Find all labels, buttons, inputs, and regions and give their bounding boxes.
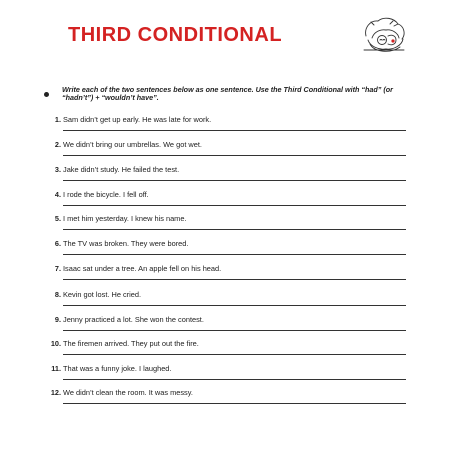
exercise-item	[44, 364, 406, 388]
answer-line[interactable]	[63, 130, 406, 131]
item-number: 1.	[54, 115, 61, 124]
exercise-item	[44, 388, 406, 412]
item-sentence: We didn’t bring our umbrellas. We got wet.	[63, 140, 202, 149]
item-sentence: Jake didn’t study. He failed the test.	[63, 165, 180, 174]
item-sentence: Sam didn’t get up early. He was late for work.	[63, 115, 212, 124]
exercise-item	[44, 239, 406, 263]
exercise-item	[44, 140, 406, 164]
exercise-item	[44, 339, 406, 363]
item-number: 4.	[54, 190, 61, 199]
item-number: 6.	[54, 239, 61, 248]
item-number: 2.	[54, 140, 61, 149]
item-number: 3.	[54, 165, 61, 174]
exercise-item	[44, 115, 406, 139]
answer-line[interactable]	[63, 379, 406, 380]
item-number: 7.	[54, 264, 61, 273]
item-number: 5.	[54, 214, 61, 223]
exercise-item	[44, 165, 406, 189]
answer-line[interactable]	[63, 354, 406, 355]
item-number: 9.	[54, 315, 61, 324]
answer-line[interactable]	[63, 205, 406, 206]
answer-line[interactable]	[63, 254, 406, 255]
exercise-item	[44, 290, 406, 314]
exercise-item	[44, 315, 406, 339]
exercise-item	[44, 264, 406, 288]
item-sentence: Kevin got lost. He cried.	[63, 290, 142, 299]
page-title: THIRD CONDITIONAL	[68, 24, 283, 46]
item-sentence: We didn’t clean the room. It was messy.	[63, 388, 193, 397]
instructions-text: Write each of the two sentences below as one sentence. Use the Third Conditional with “had” (or “hadn’t”) + “wouldn’t have”.	[62, 85, 393, 103]
answer-line[interactable]	[63, 229, 406, 230]
item-number: 12.	[50, 388, 61, 397]
item-sentence: Isaac sat under a tree. An apple fell on his head.	[63, 264, 222, 273]
item-sentence: I rode the bicycle. I fell off.	[63, 190, 149, 199]
item-number: 11.	[51, 364, 61, 373]
exercise-item	[44, 214, 406, 238]
item-number: 8.	[54, 290, 61, 299]
answer-line[interactable]	[63, 155, 406, 156]
bullet-dot	[44, 92, 49, 97]
item-sentence: The firemen arrived. They put out the fire.	[63, 339, 199, 348]
answer-line[interactable]	[63, 403, 406, 404]
item-number: 10.	[50, 339, 61, 348]
item-sentence: The TV was broken. They were bored.	[63, 239, 189, 248]
answer-line[interactable]	[63, 330, 406, 331]
exercise-item	[44, 190, 406, 214]
answer-line[interactable]	[63, 180, 406, 181]
item-sentence: That was a funny joke. I laughed.	[63, 364, 172, 373]
answer-line[interactable]	[63, 279, 406, 280]
sleeping-person-icon	[360, 14, 408, 56]
answer-line[interactable]	[63, 305, 406, 306]
item-sentence: Jenny practiced a lot. She won the contest.	[63, 315, 204, 324]
item-sentence: I met him yesterday. I knew his name.	[63, 214, 187, 223]
